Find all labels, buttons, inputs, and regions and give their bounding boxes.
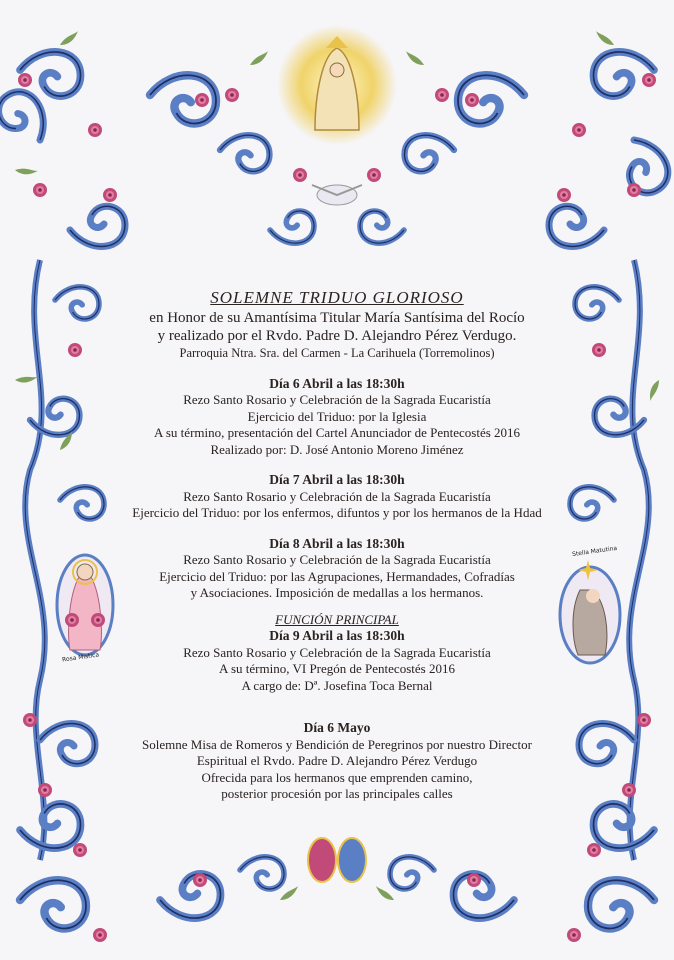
top-ornament: [150, 25, 524, 243]
section-line: Rezo Santo Rosario y Celebración de la Sagrada Eucaristía: [183, 552, 491, 567]
section-day-8-april: [95, 536, 579, 602]
stella-matutina-label: Stella Matutina: [571, 544, 618, 559]
section-heading: Día 6 Abril a las 18:30h: [269, 375, 405, 391]
section-line: Rezo Santo Rosario y Celebración de la Sagrada Eucaristía: [183, 488, 491, 504]
section-line: Ejercicio del Triduo: por las Agrupaciones, Hermandades, Cofradías: [159, 568, 515, 584]
section-line: A su término, presentación del Cartel Anunciador de Pentecostés 2016: [153, 425, 521, 440]
section-heading: Día 8 Abril a las 18:30h: [269, 535, 405, 551]
section-heading: Día 9 Abril a las 18:30h: [269, 628, 405, 643]
section-line: Espiritual el Rvdo. Padre D. Alejandro Pérez Verdugo: [196, 753, 478, 768]
section-day-6-april: [95, 376, 579, 459]
section-day-6-mayo: [95, 720, 579, 803]
section-funcion-principal: [95, 612, 579, 695]
location: Parroquia Ntra. Sra. del Carmen - La Carihuela (Torremolinos): [179, 346, 495, 360]
bottom-ornament: [20, 838, 654, 942]
subtitle-line: en Honor de su Amantísima Titular María Santísima del Rocío: [149, 310, 525, 326]
section-line: posterior procesión por las principales calles: [221, 786, 453, 801]
section-line: A cargo de: Dª. Josefina Toca Bernal: [241, 677, 433, 693]
section-line: Solemne Misa de Romeros y Bendición de Peregrinos por nuestro Director: [142, 736, 532, 752]
rosa-mistica-label: Rosa Mística: [61, 651, 100, 664]
section-line: Rezo Santo Rosario y Celebración de la Sagrada Eucaristía: [183, 644, 491, 660]
subtitle-line: y realizado por el Rvdo. Padre D. Alejandro Pérez Verdugo.: [157, 328, 517, 344]
poster-text: [95, 287, 579, 803]
section-line: Rezo Santo Rosario y Celebración de la Sagrada Eucaristía: [183, 392, 491, 407]
top-right-corner: [549, 31, 674, 246]
section-line: Ofrecida para los hermanos que emprenden camino,: [201, 769, 473, 785]
section-heading: Día 6 Mayo: [303, 720, 371, 735]
section-heading: Día 7 Abril a las 18:30h: [269, 472, 405, 487]
section-line: Realizado por: D. José Antonio Moreno Jiménez: [210, 441, 464, 457]
poster-title: SOLEMNE TRIDUO GLORIOSO: [210, 288, 464, 307]
section-line: Ejercicio del Triduo: por los enfermos, difuntos y por los hermanos de la Hdad: [132, 505, 542, 520]
top-left-corner: [0, 31, 125, 246]
section-line: y Asociaciones. Imposición de medallas a los hermanos.: [190, 585, 484, 600]
section-line: A su término, VI Pregón de Pentecostés 2016: [219, 661, 455, 676]
section-line: Ejercicio del Triduo: por la Iglesia: [247, 408, 427, 424]
section-label: FUNCIÓN PRINCIPAL: [275, 611, 399, 627]
section-day-7-april: [95, 472, 579, 522]
